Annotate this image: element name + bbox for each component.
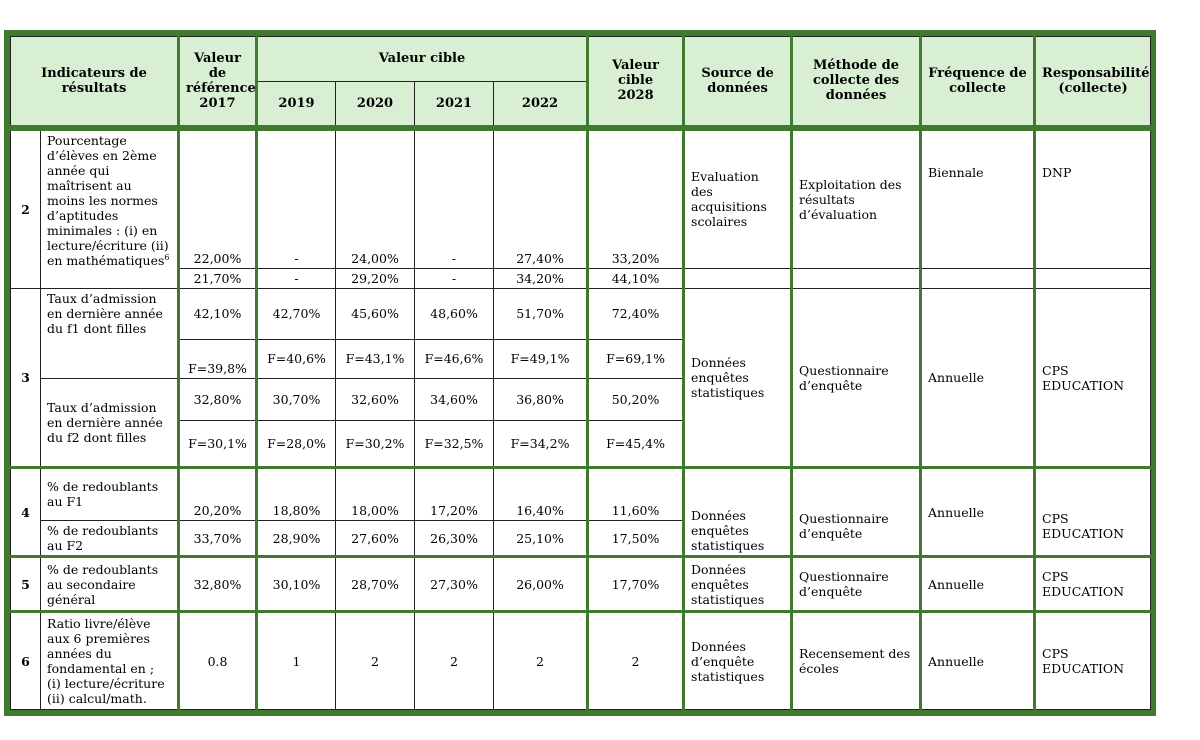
row-index: 4: [11, 467, 41, 556]
header-frequence-l1: Fréquence de: [928, 65, 1027, 81]
value-cell: 17,70%: [588, 557, 684, 612]
value-cell: F=30,2%: [336, 421, 415, 468]
table-row: [11, 268, 1151, 288]
header-year-2021: 2021: [415, 81, 494, 128]
header-cible-2028-l2: 2028: [617, 88, 654, 104]
header-reference-l1: Valeur de: [194, 50, 241, 81]
indicator-label: Taux d’admission en dernière année du f2 dont filles: [41, 378, 179, 467]
indicator-label: Taux d’admission en dernière année du f1 dont filles: [41, 289, 179, 378]
indicator-label: Ratio livre/élève aux 6 premières années du fondamental en ; (i) lecture/écriture (ii) calcul/math.: [41, 612, 179, 710]
value-cell: 30,10%: [257, 557, 336, 612]
responsabilite-cell: CPS EDUCATION: [1035, 289, 1151, 468]
indicator-label: % de redoublants au F1: [41, 467, 179, 520]
header-cible-2028-l1: Valeur cible: [612, 58, 659, 89]
value-cell: 32,80%: [179, 557, 257, 612]
row-index: 5: [11, 557, 41, 612]
value-cell: 33,70%: [179, 520, 257, 557]
value-cell: F=43,1%: [336, 339, 415, 378]
value-cell: 18,80%: [257, 467, 336, 520]
empty-cell: [921, 268, 1035, 288]
value-cell: F=34,2%: [494, 421, 588, 468]
header-year-2022: 2022: [494, 81, 588, 128]
value-cell: F=49,1%: [494, 339, 588, 378]
value-cell: 0.8: [179, 612, 257, 710]
value-cell: 25,10%: [494, 520, 588, 557]
header-valeur-cible: Valeur cible: [257, 37, 588, 82]
value-cell: 51,70%: [494, 289, 588, 340]
value-cell: F=46,6%: [415, 339, 494, 378]
results-indicators-table: [10, 36, 1151, 710]
value-cell: 2: [336, 612, 415, 710]
header-reference-l2: référence: [186, 80, 256, 96]
empty-cell: [684, 268, 792, 288]
value-cell: 2: [588, 612, 684, 710]
value-cell: 17,50%: [588, 520, 684, 557]
value-cell: 34,60%: [415, 378, 494, 421]
table-row: [11, 128, 1151, 268]
value-cell: F=32,5%: [415, 421, 494, 468]
value-cell: 48,60%: [415, 289, 494, 340]
methode-cell: Questionnaire d’enquête: [792, 289, 921, 468]
source-cell: Evaluation des acquisitions scolaires: [684, 128, 792, 268]
source-cell: Données enquêtes statistiques: [684, 557, 792, 612]
value-cell: -: [415, 128, 494, 268]
value-cell: 21,70%: [179, 268, 257, 288]
value-cell: 26,30%: [415, 520, 494, 557]
methode-cell: Questionnaire d’enquête: [792, 557, 921, 612]
value-cell: 1: [257, 612, 336, 710]
value-cell: 27,40%: [494, 128, 588, 268]
value-cell: 44,10%: [588, 268, 684, 288]
header-source-l1: Source de: [701, 65, 774, 81]
table-row: [11, 467, 1151, 520]
indicator-label: % de redoublants au secondaire général: [41, 557, 179, 612]
value-cell: 26,00%: [494, 557, 588, 612]
value-cell: 50,20%: [588, 378, 684, 421]
empty-cell: [792, 268, 921, 288]
indicator-label: % de redoublants au F2: [41, 520, 179, 557]
responsabilite-cell: CPS EDUCATION: [1035, 612, 1151, 710]
table-row: [11, 289, 1151, 340]
value-cell: -: [415, 268, 494, 288]
frequence-cell: Annuelle: [921, 612, 1035, 710]
value-cell: 17,20%: [415, 467, 494, 520]
value-cell: F=40,6%: [257, 339, 336, 378]
empty-cell: [1035, 268, 1151, 288]
header-year-2020: 2020: [336, 81, 415, 128]
frequence-cell: Biennale: [921, 128, 1035, 268]
header-methode-l1: Méthode de: [813, 58, 900, 74]
frequence-cell: Annuelle: [921, 467, 1035, 556]
table-row: [11, 612, 1151, 710]
value-cell: F=28,0%: [257, 421, 336, 468]
value-cell: 27,60%: [336, 520, 415, 557]
header-year-2019: 2019: [257, 81, 336, 128]
header-methode-l2: collecte des: [812, 73, 900, 89]
header-methode: [792, 37, 921, 128]
value-cell: 2: [415, 612, 494, 710]
header-responsabilite: [1035, 37, 1151, 128]
value-cell: 22,00%: [179, 128, 257, 268]
source-cell: Données d’enquête statistiques: [684, 612, 792, 710]
value-cell: F=45,4%: [588, 421, 684, 468]
value-cell: 24,00%: [336, 128, 415, 268]
header-frequence: [921, 37, 1035, 128]
footnote-mark: 6: [164, 252, 170, 262]
header-resp-l1: Responsabilité: [1042, 65, 1150, 81]
methode-cell: Exploitation des résultats d’évaluation: [792, 128, 921, 268]
methode-cell: Questionnaire d’enquête: [792, 467, 921, 556]
header-row-1: [11, 37, 1151, 82]
row-index: 3: [11, 289, 41, 468]
header-reference-l3: 2017: [199, 95, 236, 111]
value-cell: 11,60%: [588, 467, 684, 520]
frequence-cell: Annuelle: [921, 557, 1035, 612]
indicator-label: [41, 128, 179, 289]
value-cell: F=69,1%: [588, 339, 684, 378]
responsabilite-cell: CPS EDUCATION: [1035, 557, 1151, 612]
header-frequence-l2: collecte: [949, 80, 1006, 96]
responsabilite-cell: CPS EDUCATION: [1035, 467, 1151, 556]
value-cell: -: [257, 268, 336, 288]
source-cell: Données enquêtes statistiques: [684, 289, 792, 468]
table-row: [11, 557, 1151, 612]
value-cell: F=39,8%: [179, 339, 257, 378]
frequence-cell: Annuelle: [921, 289, 1035, 468]
value-cell: -: [257, 128, 336, 268]
value-cell: F=30,1%: [179, 421, 257, 468]
header-resp-l2: (collecte): [1058, 80, 1128, 96]
header-indicateurs: Indicateurs de résultats: [11, 37, 179, 128]
indicator-label-text: Pourcentage d’élèves en 2ème année qui maîtrisent au moins les normes d’aptitudes minimales : (i) en lecture/écriture (ii) en mathématiques: [47, 132, 169, 268]
value-cell: 45,60%: [336, 289, 415, 340]
value-cell: 72,40%: [588, 289, 684, 340]
header-source: [684, 37, 792, 128]
value-cell: 16,40%: [494, 467, 588, 520]
methode-cell: Recensement des écoles: [792, 612, 921, 710]
value-cell: 30,70%: [257, 378, 336, 421]
value-cell: 32,80%: [179, 378, 257, 421]
value-cell: 28,70%: [336, 557, 415, 612]
value-cell: 29,20%: [336, 268, 415, 288]
responsabilite-cell: DNP: [1035, 128, 1151, 268]
value-cell: 32,60%: [336, 378, 415, 421]
header-cible-2028: [588, 37, 684, 128]
value-cell: 28,90%: [257, 520, 336, 557]
value-cell: 42,10%: [179, 289, 257, 340]
value-cell: 34,20%: [494, 268, 588, 288]
value-cell: 27,30%: [415, 557, 494, 612]
value-cell: 42,70%: [257, 289, 336, 340]
source-cell: Données enquêtes statistiques: [684, 467, 792, 556]
results-table-frame: [4, 30, 1156, 716]
value-cell: 18,00%: [336, 467, 415, 520]
value-cell: 36,80%: [494, 378, 588, 421]
header-reference: [179, 37, 257, 128]
row-index: 2: [11, 128, 41, 289]
header-methode-l3: données: [825, 88, 887, 104]
header-source-l2: données: [707, 80, 768, 96]
value-cell: 20,20%: [179, 467, 257, 520]
value-cell: 33,20%: [588, 128, 684, 268]
row-index: 6: [11, 612, 41, 710]
value-cell: 2: [494, 612, 588, 710]
